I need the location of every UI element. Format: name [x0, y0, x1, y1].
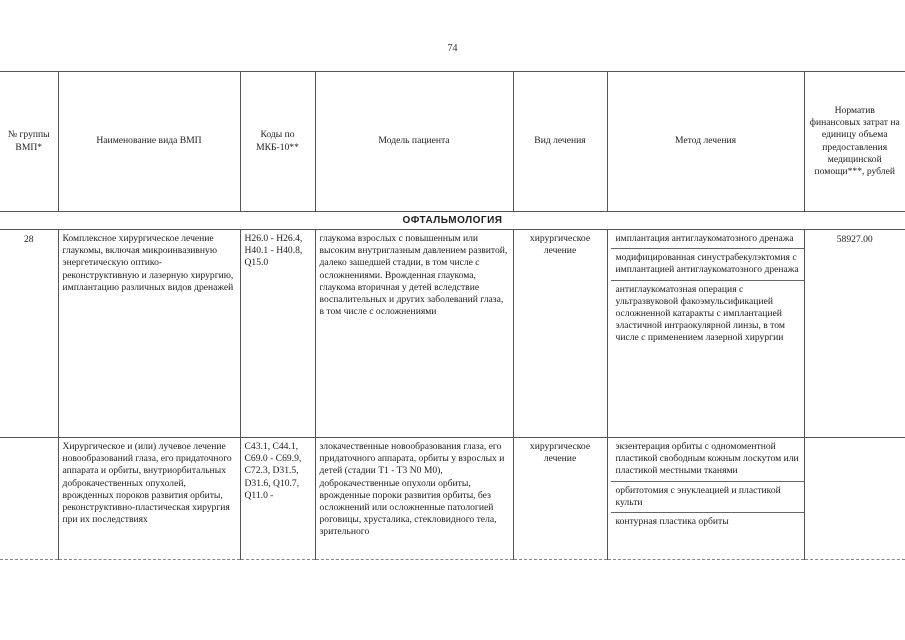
header-codes: Коды по МКБ-10** [240, 72, 315, 212]
header-patient-model: Модель пациента [315, 72, 513, 212]
method-item: имплантация антиглаукоматозного дренажа [611, 230, 804, 249]
header-norm: Норматив финансовых затрат на единицу объема предоставления медицинской помощи***, рублей [804, 72, 905, 212]
table-row [0, 438, 905, 560]
table-header-row [0, 72, 905, 212]
codes-cell: H26.0 - H26.4, H40.1 - H40.8, Q15.0 [240, 230, 315, 438]
patient-model-cell: злокачественные новообразования глаза, его придаточного аппарата, орбиты у взрослых и детей (стадии T1 - T3 N0 M0), доброкачественные опухоли орбиты, врожденные пороки развития орбиты, без осложнений или осложненные патологией роговицы, хрусталика, стекловидного тела, зрительного [315, 438, 513, 560]
method-item: орбитотомия с энуклеацией и пластикой культи [611, 482, 804, 513]
vmp-table [0, 71, 905, 560]
section-title: ОФТАЛЬМОЛОГИЯ [402, 215, 503, 226]
name-cell: Хирургическое и (или) лучевое лечение новообразований глаза, его придаточного аппарата и орбиты, внутриорбитальных доброкачественных опухолей, врожденных пороков развития орбиты, реконструктивно-пластическая хирургия при их последствиях [58, 438, 240, 560]
method-cell [607, 438, 804, 560]
group-no-cell: 28 [0, 230, 58, 438]
method-item: антиглаукоматозная операция с ультразвуковой факоэмульсификацией осложненной катаракты с имплантацией эластичной интраокулярной линзы, в том числе с применением лазерной хирургии [615, 283, 785, 344]
header-name: Наименование вида ВМП [58, 72, 240, 212]
norm-cell [804, 438, 905, 560]
group-no-cell [0, 438, 58, 560]
method-cell [607, 230, 804, 438]
page-number: 74 [447, 43, 458, 54]
norm-cell: 58927.00 [804, 230, 905, 438]
section-cell [0, 212, 905, 230]
method-item: модифицированная синустрабекулэктомия с имплантацией антиглаукоматозного дренажа [611, 249, 804, 280]
header-method: Метод лечения [607, 72, 804, 212]
patient-model-cell: глаукома взрослых с повышенным или высоким внутриглазным давлением развитой, далеко зашедшей стадии, в том числе с осложнениями. Врожденная глаукома, глаукома вторичная у детей вследствие воспалительных и других заболеваний глаза, в том числе с осложнениями [315, 230, 513, 438]
codes-cell: C43.1, C44.1, C69.0 - C69.9, C72.3, D31.5, D31.6, Q10.7, Q11.0 - [240, 438, 315, 560]
treatment-type-cell: хирургическое лечение [513, 438, 607, 560]
method-item: экзентерация орбиты с одномоментной пластикой свободным кожным лоскутом или пластикой местными тканями [611, 438, 804, 482]
section-row [0, 212, 905, 230]
table-row [0, 230, 905, 438]
name-cell: Комплексное хирургическое лечение глаукомы, включая микроинвазивную энергетическую оптико-реконструктивную и лазерную хирургию, имплантацию различных видов дренажей [58, 230, 240, 438]
treatment-type-cell: хирургическое лечение [513, 230, 607, 438]
header-group-no: № группы ВМП* [0, 72, 58, 212]
method-item: контурная пластика орбиты [615, 516, 729, 528]
header-treatment-type: Вид лечения [513, 72, 607, 212]
